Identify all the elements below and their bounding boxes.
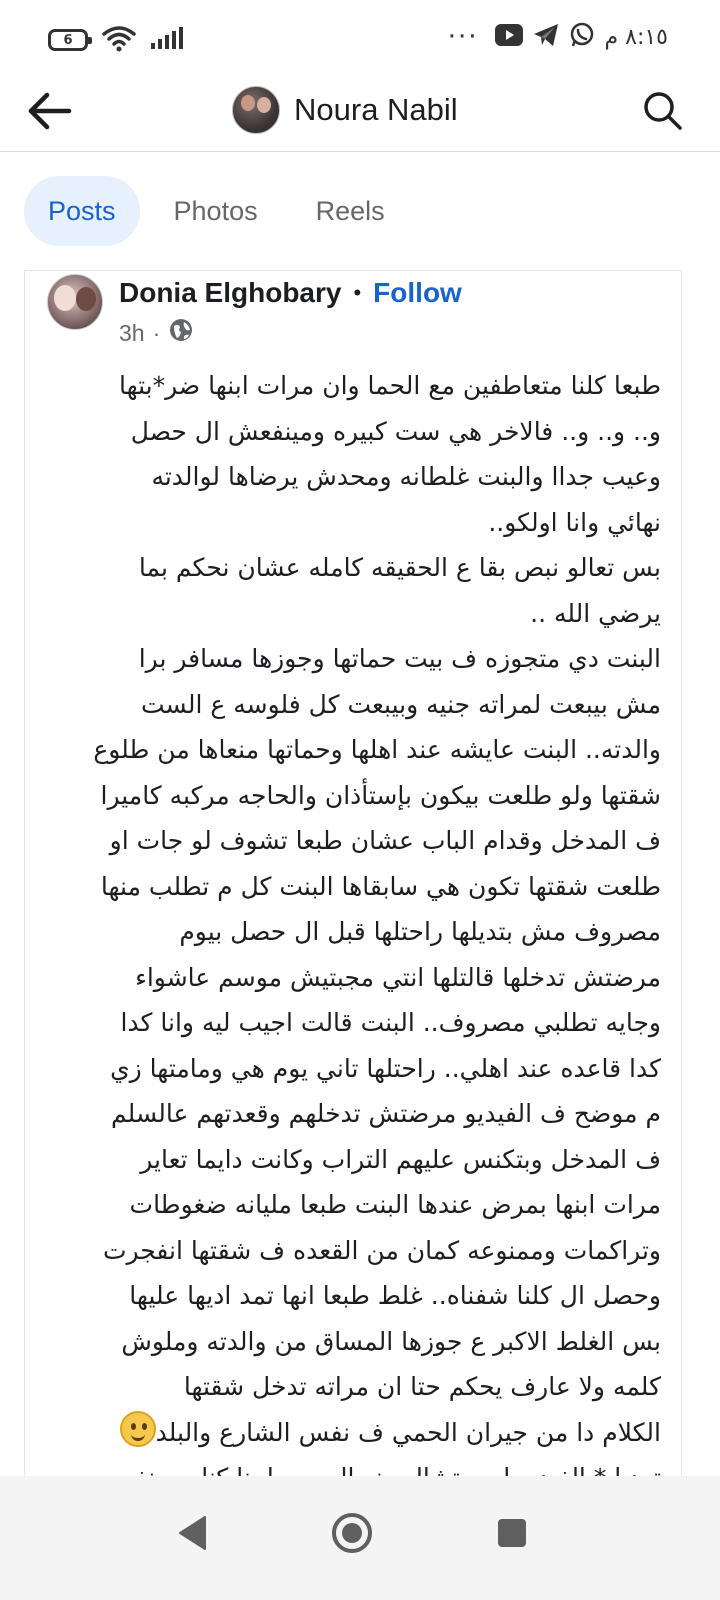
profile-header[interactable] <box>232 86 458 134</box>
page-title: Noura Nabil <box>294 92 458 127</box>
nav-home-button[interactable] <box>317 1500 387 1570</box>
follow-button[interactable]: Follow <box>373 277 462 308</box>
profile-avatar[interactable] <box>232 86 280 134</box>
post-line: مرضتش تدخلها قالتلها انتي مجبتيش موسم عاشواء <box>135 962 661 992</box>
top-app-bar <box>0 76 720 152</box>
search-button[interactable] <box>638 88 688 138</box>
post-line: والدته.. البنت عايشه عند اهلها وحماتها منعاها من طلوع <box>93 735 661 764</box>
post-line: ف المدخل وبتكنس عليهم التراب وكانت دايما تعاير <box>140 1144 661 1174</box>
post-line-text: الكلام دا من جيران الحمي ف نفس الشارع والبلد <box>155 1417 661 1447</box>
post-line: بس الغلط الاكبر ع جوزها المساق من والدته وملوش <box>121 1326 661 1356</box>
post-line: و.. و.. و.. فالاخر هي ست كبيره ومينفعش ال حصل <box>130 416 661 446</box>
system-navigation-bar <box>0 1476 720 1600</box>
more-notifications-indicator: ··· <box>447 22 479 52</box>
tab-posts[interactable]: Posts <box>24 176 140 246</box>
post-line: مش بيبعت لمراته جنيه وبيبعت كل فلوسه ع الست <box>141 689 661 719</box>
post-line: م موضح ف الفيديو مرضتش تدخلهم وقعدتهم عالسلم <box>111 1099 661 1128</box>
status-time: ٨:١٥ م <box>604 24 668 50</box>
post-line: وتراكمات وممنوعه كمان من القعده ف شقتها انفجرت <box>102 1235 661 1265</box>
post-meta <box>119 317 194 349</box>
signal-icon <box>150 25 184 55</box>
profile-tabs <box>24 176 409 246</box>
youtube-icon <box>495 24 523 50</box>
post-author-avatar[interactable] <box>47 274 103 330</box>
post-line: طلعت شقتها تكون هي سابقاها البنت كل م تطلب منها <box>100 871 661 901</box>
globe-icon <box>168 317 194 349</box>
home-circle-icon <box>330 1511 374 1559</box>
tab-photos[interactable]: Photos <box>173 195 258 226</box>
search-icon <box>643 91 683 135</box>
post-line: وجايه تطلبي مصروف.. البنت قالت اجيب ليه وانا كدا <box>120 1008 661 1037</box>
telegram-icon <box>533 23 559 51</box>
recents-square-icon <box>496 1517 528 1553</box>
battery-icon <box>48 29 88 51</box>
post-line: البنت دي متجوزه ف بيت حماتها وجوزها مسافر برا <box>138 644 661 673</box>
post-line: طبعا كلنا متعاطفين مع الحما وان مرات ابنها ضر*بتها <box>118 371 661 400</box>
meta-separator: · <box>152 319 161 346</box>
status-right-icons <box>448 22 668 52</box>
post-text <box>53 363 661 1501</box>
post-line: ف المدخل وقدام الباب عشان طبعا تشوف لو جات او <box>109 826 661 855</box>
post-author-line <box>119 277 462 309</box>
post-line: نهائي وانا اولكو.. <box>488 507 661 537</box>
author-separator: • <box>353 280 362 305</box>
smiling-face-emoji-icon <box>120 1411 156 1447</box>
post-author-name[interactable]: Donia Elghobary <box>119 277 342 308</box>
post-line: وحصل ال كلنا شفناه.. غلط طبعا انها تمد اديها عليها <box>129 1281 661 1310</box>
post-line: كدا قاعده عند اهلي.. راحتلها تاني يوم هي ومامتها زي <box>110 1053 661 1083</box>
post-line: بس تعالو نبص بقا ع الحقيقه كامله عشان نحكم بما <box>138 553 661 582</box>
post-line: مصروف مش بتديلها راحتلها قبل ال حصل بيوم <box>179 917 661 946</box>
nav-back-button[interactable] <box>158 1500 228 1570</box>
status-bar <box>0 0 720 76</box>
post-line: وعيب جداا والبنت غلطانه ومحدش يرضاها لوالدته <box>151 462 661 491</box>
wifi-icon <box>102 24 136 56</box>
back-triangle-icon <box>177 1515 209 1555</box>
tab-reels[interactable]: Reels <box>315 195 385 226</box>
status-left-icons <box>48 24 184 56</box>
post-time[interactable]: 3h <box>119 319 145 346</box>
post-card <box>24 270 682 1476</box>
post-line: مرات ابنها بمرض عندها البنت طبعا مليانه ضغوطات <box>129 1190 661 1219</box>
battery-level: 6 <box>63 32 73 48</box>
post-line: شقتها ولو طلعت بيكون بإستأذان والحاجه مركبه كاميرا <box>100 780 661 810</box>
post-line: يرضي الله .. <box>530 598 661 628</box>
nav-recents-button[interactable] <box>477 1500 547 1570</box>
back-arrow-icon <box>27 91 71 135</box>
whatsapp-icon <box>569 22 595 52</box>
post-line: كلمه ولا عارف يحكم حتا ان مراته تدخل شقتها <box>183 1372 661 1401</box>
back-button[interactable] <box>24 88 74 138</box>
post-line-with-emoji <box>53 1410 661 1456</box>
